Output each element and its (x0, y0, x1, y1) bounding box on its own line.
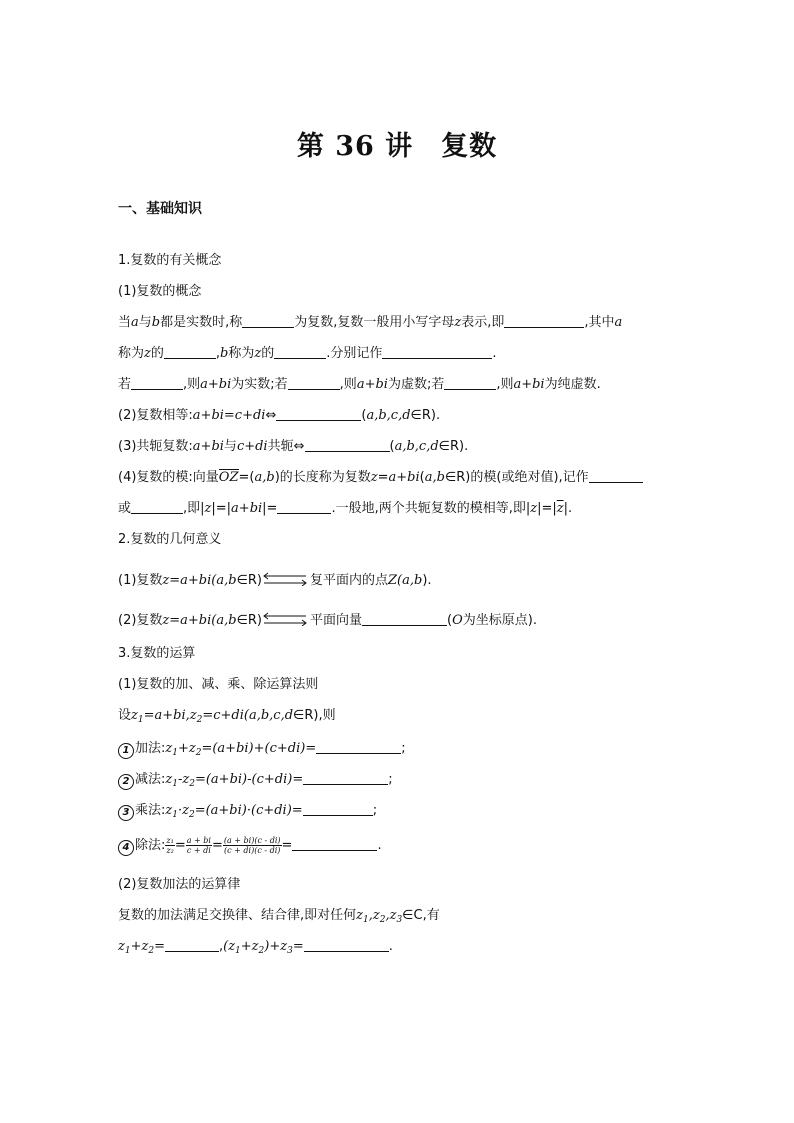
blank-field[interactable] (164, 345, 216, 359)
text-line: (2)复数相等:a+bi=c+di⇔ (a,b,c,d∈R). (118, 408, 441, 423)
section-heading: 一、基础知识 (118, 201, 202, 217)
blank-field[interactable] (316, 740, 401, 754)
text-line: 若 ,则a+bi为实数;若 ,则a+bi为虚数;若 ,则a+bi为纯虚数. (118, 377, 601, 392)
blank-field[interactable] (274, 345, 326, 359)
blank-field[interactable] (504, 314, 584, 328)
operation-multiply: 3 乘法$:z_1\cdot z_2=(a+bi)\cdot(c+di)=$ ; (118, 802, 377, 824)
heading-operations: 3.复数的运算 (118, 646, 196, 661)
heading-concepts: 1.复数的有关概念 (118, 253, 222, 268)
text-line: $z_1+z_2= ,(z_1+z_2)+z_3=$ . (118, 939, 393, 956)
text-line: 当a与b都是实数时,称 为复数,复数一般用小写字母z表示,即 ,其中a (118, 315, 623, 330)
text-line: (3)共轭复数:a+bi与c+di共轭⇔ (a,b,c,d∈R). (118, 439, 469, 454)
blank-field[interactable] (362, 612, 447, 626)
blank-field[interactable] (444, 376, 496, 390)
operation-add: 1 加法$:z_1+z_2=(a+bi)+(c+di)=$ ; (118, 740, 406, 762)
blank-field[interactable] (131, 500, 183, 514)
text-line: 复数的加法满足交换律、结合律,即对任何$z_1,z_2,z_3\in C$,有 (118, 908, 440, 925)
blank-field[interactable] (277, 500, 331, 514)
subheading-rules: (1)复数的加、减、乘、除运算法则 (118, 677, 319, 692)
text-line: 设$z_1=a+bi,z_2=c+di(a,b,c,d\in R)$,则 (118, 708, 336, 725)
vector-oz: OZ (218, 470, 239, 485)
heading-geometry: 2.复数的几何意义 (118, 532, 222, 547)
circled-number: 3 (118, 805, 134, 821)
blank-field[interactable] (242, 314, 294, 328)
operation-divide: 4 除法: $\frac{\text{z₁}}{\text{z₂}}$ = $\frac{a + bi}{c + di}$ = $\frac{(a + bi)(c - di)}{(c + di)(c - di)}$ = . (118, 836, 382, 856)
text-line: 称为z的 ,b称为z的 .分别记作 . (118, 346, 497, 361)
subheading-laws: (2)复数加法的运算律 (118, 877, 241, 892)
operation-subtract: 2 减法$:z_1-z_2=(a+bi)-(c+di)=$ ; (118, 771, 393, 793)
blank-field[interactable] (589, 469, 643, 483)
fraction: $\frac{\text{z₁}}{\text{z₂}}$ (166, 836, 174, 855)
text-line: 或 ,即|z|=|a+bi|= .一般地,两个共轭复数的模相等,即$|z|=|\overline{z}|$. (118, 501, 573, 516)
blank-field[interactable] (165, 938, 219, 952)
blank-field[interactable] (276, 407, 361, 421)
blank-field[interactable] (131, 376, 183, 390)
text-line: (4)复数的模:向量OZ=(a,b)的长度称为复数z=a+bi(a,b∈R)的模(或绝对值),记作 (118, 469, 643, 487)
circled-number: 2 (118, 774, 134, 790)
one-to-one-arrow-icon (262, 612, 310, 626)
blank-field[interactable] (303, 771, 388, 785)
blank-field[interactable] (382, 345, 492, 359)
fraction: $\frac{(a + bi)(c - di)}{(c + di)(c - di)}$ (223, 836, 281, 855)
fraction: $\frac{a + bi}{c + di}$ (186, 836, 211, 855)
blank-field[interactable] (305, 438, 390, 452)
text-line: (2)复数z=a+bi(a,b∈R) 平面向量 (O为坐标原点). (118, 613, 537, 628)
blank-field[interactable] (303, 802, 373, 816)
subheading-concept: (1)复数的概念 (118, 284, 202, 299)
blank-field[interactable] (292, 837, 377, 851)
text-line: (1)复数z=a+bi(a,b∈R) 复平面内的点Z(a,b). (118, 573, 432, 588)
blank-field[interactable] (304, 938, 389, 952)
circled-number: 1 (118, 743, 134, 759)
page-title: 第 36 讲 复数 (296, 131, 498, 162)
one-to-one-arrow-icon (262, 572, 310, 586)
blank-field[interactable] (288, 376, 340, 390)
circled-number: 4 (118, 840, 134, 856)
